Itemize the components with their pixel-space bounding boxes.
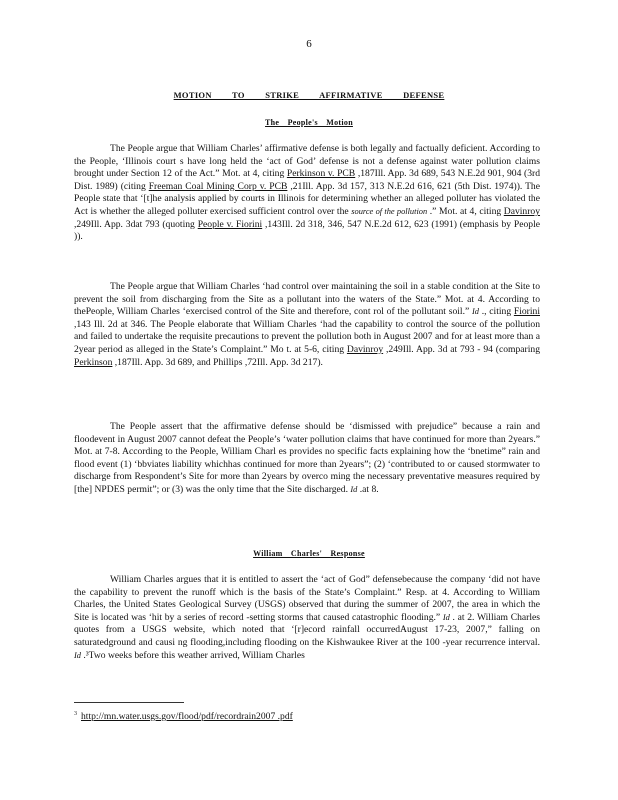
paragraph-text: The People argue that William Charles’ affirmative defense is both legally and factually deficient. According to the People, ‘Illinois court s have long held the ‘act of God’ defense is not a defense against water pollution claims brought under Section 12 of the Act.” Mot. at 4, citing — [74, 143, 540, 180]
footnote-divider — [74, 702, 184, 703]
case-citation: Perkinson — [74, 356, 113, 368]
paragraph-text: The People assert that the affirmative defense should be ‘dismissed with prejudice” because a rain and floodevent in August 2007 cannot defeat the People’s ‘water pollution claims that have continued for more than 2years.” Mot. at 7-8. According to the People, William Charl es provides no specific facts explaining how the ‘bnetime” rain and flood event (1) ‘bbviates liability whichhas continued for more than 2years”; (2) ‘contributed to or caused stormwater to discharge from Respondent’s Site for more than 2years by overco ming the necessary preventative measures required by [the] NPDES permit”; or (3) was the only time that the Site discharged. — [74, 421, 540, 495]
paragraph-4 — [74, 574, 540, 662]
paragraph-text: ,249Ill. App. 3d at 793 - 94 (comparing — [383, 343, 540, 355]
case-citation: Fiorini — [513, 306, 540, 318]
subheading-peoples-motion: The People's Motion — [265, 118, 353, 127]
italic-text: Id — [442, 612, 450, 622]
subheading-response: William Charles' Response — [253, 549, 365, 558]
paragraph-text: ,249Ill. App. 3dat 793 (quoting — [74, 218, 198, 230]
paragraph-text: ., citing — [478, 306, 514, 318]
paragraph-1 — [74, 143, 540, 244]
paragraph-text: .at 8. — [357, 483, 379, 495]
italic-text: Id — [74, 650, 81, 660]
paragraph-text: ,187Ill. App. 3d 689, and Phillips ,72Ill. App. 3d 217). — [112, 356, 323, 368]
case-citation: Freeman Coal Mining Corp v. PCB — [148, 180, 288, 192]
paragraph-text: William Charles argues that it is entitled to assert the ‘act of God” defensebecause the company ‘did not have the capability to prevent the runoff which is the basis of the State’s Complaint.” Resp. at 4. According to William Charles, the United States Geological Survey (USGS) observed that during the summer of 2007, the area in which the Site is located was ‘hit by a series of record -setting storms that caused catastrophic flooding.” — [74, 574, 540, 623]
paragraph-text: ,187Ill. App. 3d 689, 543 N.E.2d 901, 904 (3rd Dist. 1989) (citing — [74, 168, 540, 192]
footnote-marker: 3 — [74, 711, 77, 717]
footnote-link[interactable]: http://mn.water.usgs.gov/flood/pdf/recordrain2007 .pdf — [81, 711, 293, 723]
paragraph-text: .³Two weeks before this weather arrived, William Charles — [80, 649, 305, 661]
paragraph-3 — [74, 421, 540, 497]
paragraph-text: The People argue that William Charles ‘had control over maintaining the soil in a stable condition at the Site to prevent the soil from discharging from the Site as a pollutant into the waters of the State.” Mot. at 4. According to thePeople, William Charles ‘exercised control of the Site and therefore, cont rol of the pollutant soil.” — [74, 281, 540, 318]
paragraph-text: ,143 Ill. 2d at 346. The People elaborate that William Charles ‘had the capability to control the source of the pollution and failed to undertake the requisite precautions to prevent the pollution both in August 2007 and for at least more than a 2year period as alleged in the State’s Complaint.” Mo t. at 5-6, citing — [74, 318, 540, 355]
paragraph-text: ,143Ill. 2d 318, 346, 547 N.E.2d 612, 623 (1991) (emphasis by People )). — [74, 218, 541, 243]
italic-text: Id — [350, 484, 358, 494]
footnote — [74, 711, 293, 722]
page-number: 6 — [306, 38, 312, 50]
section-heading-motion: MOTION TO STRIKE AFFIRMATIVE DEFENSE — [173, 90, 445, 100]
paragraph-text: .” Mot. at 4, citing — [427, 205, 504, 217]
paragraph-2 — [74, 281, 540, 369]
italic-text: Id — [472, 307, 479, 317]
paragraph-text: ,21Ill. App. 3d 157, 313 N.E.2d 616, 621 (5th Dist. 1974)). The People state that ‘[t]he analysis applied by courts in Illinois for determining whether an alleged polluter has violated the Act is whether the alleged polluter exercised sufficient control over the — [74, 180, 540, 217]
case-citation: Davinroy — [503, 205, 541, 217]
paragraph-text: . at 2. William Charles quotes from a USGS website, which noted that ‘[r]ecord rainfall occurredAugust 17-23, 2007,” falling on saturatedground and causi ng flooding,including flooding on the Kishwaukee River at the 100 -year recurrence interval. — [74, 611, 540, 648]
case-citation: Perkinson v. PCB — [286, 168, 356, 180]
italic-text: source of the pollution — [351, 206, 428, 216]
case-citation: People v. Fiorini — [197, 218, 263, 230]
case-citation: Davinroy — [346, 343, 384, 355]
